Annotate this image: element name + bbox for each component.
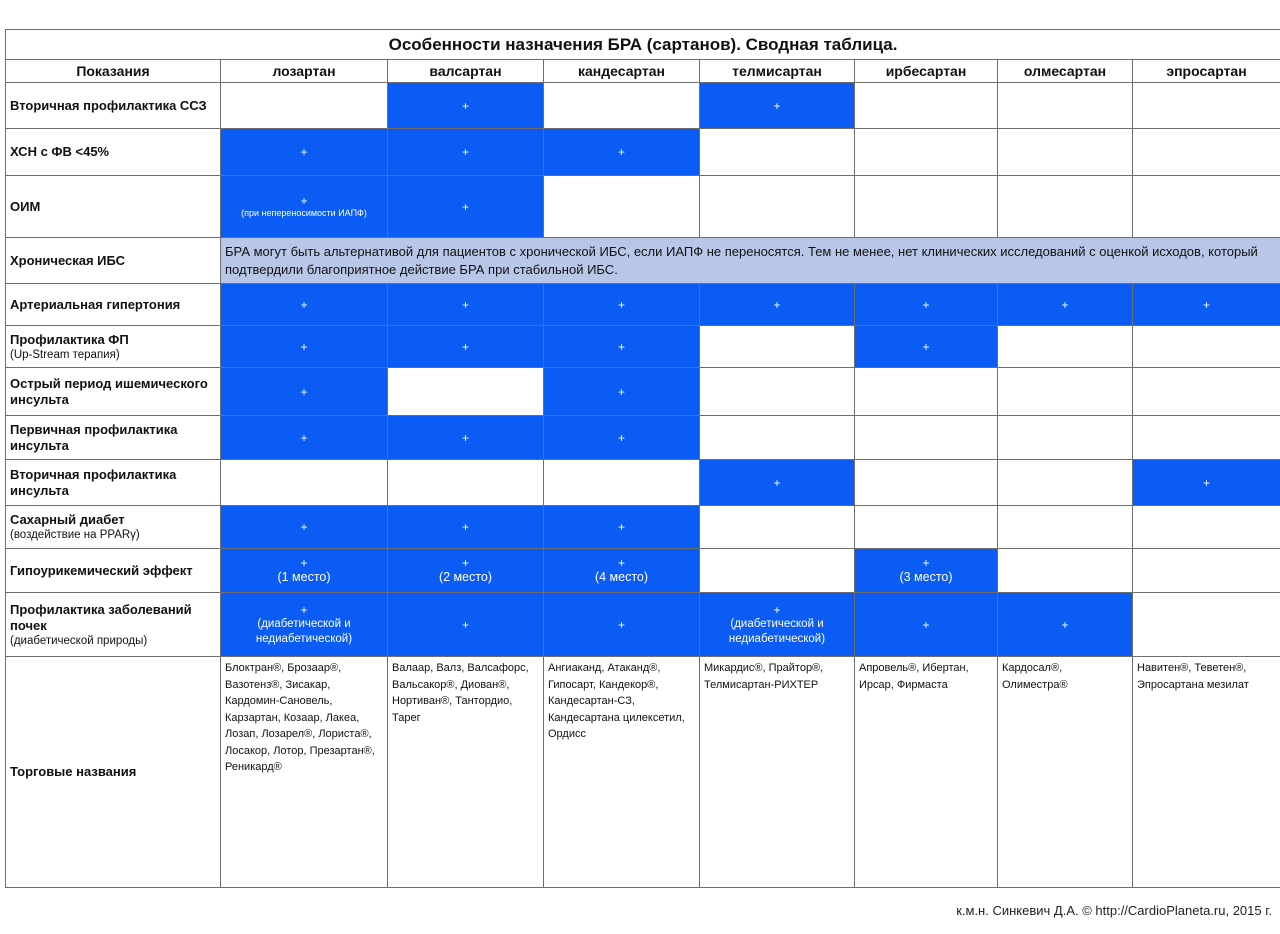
cell-plus: + [855,326,998,368]
row-label [6,326,221,368]
header-irbesartan: ирбесартан [855,60,998,83]
cell-plus: + [388,416,544,460]
cell-empty [998,416,1133,460]
cell-empty [1133,549,1280,593]
row-label: Первичная профилактика инсульта [6,416,221,460]
trade-names-losartan: Блоктран®, Брозаар®, Вазотенз®, Зисакар, Кардомин-Сановель, Карзартан, Козаар, Лакеа, Лозап, Лозарел®, Лориста®, Лосакор, Лотор, Презартан®, Реникард® [221,657,388,888]
trade-names-eprosartan: Навитен®, Теветен®, Эпросартана мезилат [1133,657,1280,888]
cell-plus: + [700,83,855,129]
cell-plus: + [544,506,700,549]
cell-plus: + [221,129,388,176]
row-label: Вторичная профилактика ССЗ [6,83,221,129]
cell-plus: + [700,284,855,326]
cell-empty [1133,176,1280,238]
cell-empty [998,368,1133,416]
cell-empty [998,549,1133,593]
cell-empty [998,129,1133,176]
cell-empty [1133,593,1280,657]
row-label-main: Сахарный диабет [10,512,125,527]
cell-empty [700,176,855,238]
cell-empty [855,176,998,238]
cell-empty [388,460,544,506]
rank-note: (2 место) [438,570,493,584]
cell-empty [855,460,998,506]
cell-empty [221,83,388,129]
row-label-sub: (диабетической природы) [10,634,148,647]
cell-plus: + [221,416,388,460]
row-label-sub: (Up-Stream терапия) [10,348,120,361]
cell-empty [855,368,998,416]
header-olmesartan: олмесартан [998,60,1133,83]
cell-plus: + [544,284,700,326]
table-row [6,238,1280,284]
cell-plus: + [1133,460,1280,506]
cell-plus-note [221,176,388,238]
trade-names-irbesartan: Апровель®, Ибертан, Ирсар, Фирмаста [855,657,998,888]
table-row [6,83,1280,129]
row-label: ОИМ [6,176,221,238]
cell-empty [388,368,544,416]
cell-plus: + [1133,284,1280,326]
table-row [6,284,1280,326]
cell-empty [998,176,1133,238]
plus-mark: + [300,194,308,208]
header-telmisartan: телмисартан [700,60,855,83]
cell-empty [998,326,1133,368]
cell-plus: + [388,83,544,129]
cell-empty [1133,506,1280,549]
cell-empty [855,506,998,549]
cell-empty [1133,368,1280,416]
cell-empty [700,368,855,416]
header-indications: Показания [6,60,221,83]
cell-plus-place [855,549,998,593]
table-row [6,460,1280,506]
cell-plus: + [221,368,388,416]
trade-names-olmesartan: Кардосал®, Олиместра® [998,657,1133,888]
row-label: Артериальная гипертония [6,284,221,326]
rank-note: (4 место) [594,570,649,584]
table-title: Особенности назначения БРА (сартанов). Сводная таблица. [6,30,1280,60]
cell-empty [700,416,855,460]
cell-plus-note [221,593,388,657]
ihd-note: БРА могут быть альтернативой для пациентов с хронической ИБС, если ИАПФ не переносятся. Тем не менее, нет клинических исследований с оценкой исходов, который подтвердили благоприятное действие БРА при стабильной ИБС. [221,238,1280,284]
row-label: ХСН с ФВ <45% [6,129,221,176]
cell-plus: + [388,129,544,176]
plus-mark: + [922,556,930,570]
trade-names-valsartan: Валаар, Валз, Валсафорс, Вальсакор®, Диован®, Нортиван®, Тантордио, Тарег [388,657,544,888]
cell-plus: + [855,593,998,657]
trade-names-telmisartan: Микардис®, Прайтор®, Телмисартан-РИХТЕР [700,657,855,888]
cell-plus: + [388,326,544,368]
cell-plus-place [544,549,700,593]
cell-plus: + [998,284,1133,326]
cell-plus: + [388,506,544,549]
header-valsartan: валсартан [388,60,544,83]
cell-empty [855,416,998,460]
plus-mark: + [461,556,469,570]
rank-note: (3 место) [899,570,953,584]
cell-empty [544,176,700,238]
cell-plus: + [544,368,700,416]
header-row [6,60,1280,83]
cell-empty [855,129,998,176]
row-label: Хроническая ИБС [6,238,221,284]
cell-plus: + [388,176,544,238]
table-row [6,176,1280,238]
cell-empty [700,326,855,368]
cell-empty [998,506,1133,549]
row-label: Гипоурикемический эффект [6,549,221,593]
row-label-main: Профилактика ФП [10,331,129,347]
table-row [6,549,1280,593]
table-row [6,326,1280,368]
header-candesartan: кандесартан [544,60,700,83]
cell-empty [221,460,388,506]
plus-mark: + [617,556,625,570]
cell-empty [1133,416,1280,460]
cell-empty [700,549,855,593]
cell-plus: + [855,284,998,326]
row-label: Острый период ишемического инсульта [6,368,221,416]
cell-empty [700,506,855,549]
cell-plus: + [544,129,700,176]
cell-empty [1133,326,1280,368]
row-label: Торговые названия [6,657,221,888]
cell-note: (диабетической и недиабетической) [255,617,353,645]
trade-names-row [6,657,1280,888]
table-row [6,129,1280,176]
cell-plus: + [221,284,388,326]
table-row [6,416,1280,460]
cell-plus: + [221,506,388,549]
row-label: Вторичная профилактика инсульта [6,460,221,506]
cell-plus: + [388,593,544,657]
cell-empty [544,83,700,129]
row-label-main: Профилактика заболеваний почек [10,601,192,633]
cell-plus-place [221,549,388,593]
cell-plus: + [998,593,1133,657]
plus-mark: + [300,602,308,617]
cell-plus-note [700,593,855,657]
cell-plus-place [388,549,544,593]
rank-note: (1 место) [277,570,331,584]
cell-note: (при непереносимости ИАПФ) [241,208,367,218]
cell-note: (диабетической и недиабетической) [728,617,826,645]
cell-empty [700,129,855,176]
cell-plus: + [544,593,700,657]
cell-empty [855,83,998,129]
plus-mark: + [300,556,308,570]
header-eprosartan: эпросартан [1133,60,1280,83]
cell-plus: + [700,460,855,506]
table-row [6,368,1280,416]
table-row [6,593,1280,657]
table-row [6,506,1280,549]
cell-empty [998,83,1133,129]
row-label-sub: (воздействие на PPARγ) [10,529,140,541]
plus-mark: + [773,602,781,617]
sartans-summary-table [5,29,1280,888]
row-label [6,506,221,549]
header-losartan: лозартан [221,60,388,83]
trade-names-candesartan: Ангиаканд, Атаканд®, Гипосарт, Кандекор®, Кандесартан-СЗ, Кандесартана цилексетил, Ордисс [544,657,700,888]
cell-plus: + [544,416,700,460]
cell-empty [544,460,700,506]
cell-plus: + [388,284,544,326]
cell-empty [1133,83,1280,129]
row-label [6,593,221,657]
copyright-footer: к.м.н. Синкевич Д.А. © http://CardioPlaneta.ru, 2015 г. [956,903,1272,918]
cell-empty [998,460,1133,506]
cell-plus: + [221,326,388,368]
cell-empty [1133,129,1280,176]
cell-plus: + [544,326,700,368]
